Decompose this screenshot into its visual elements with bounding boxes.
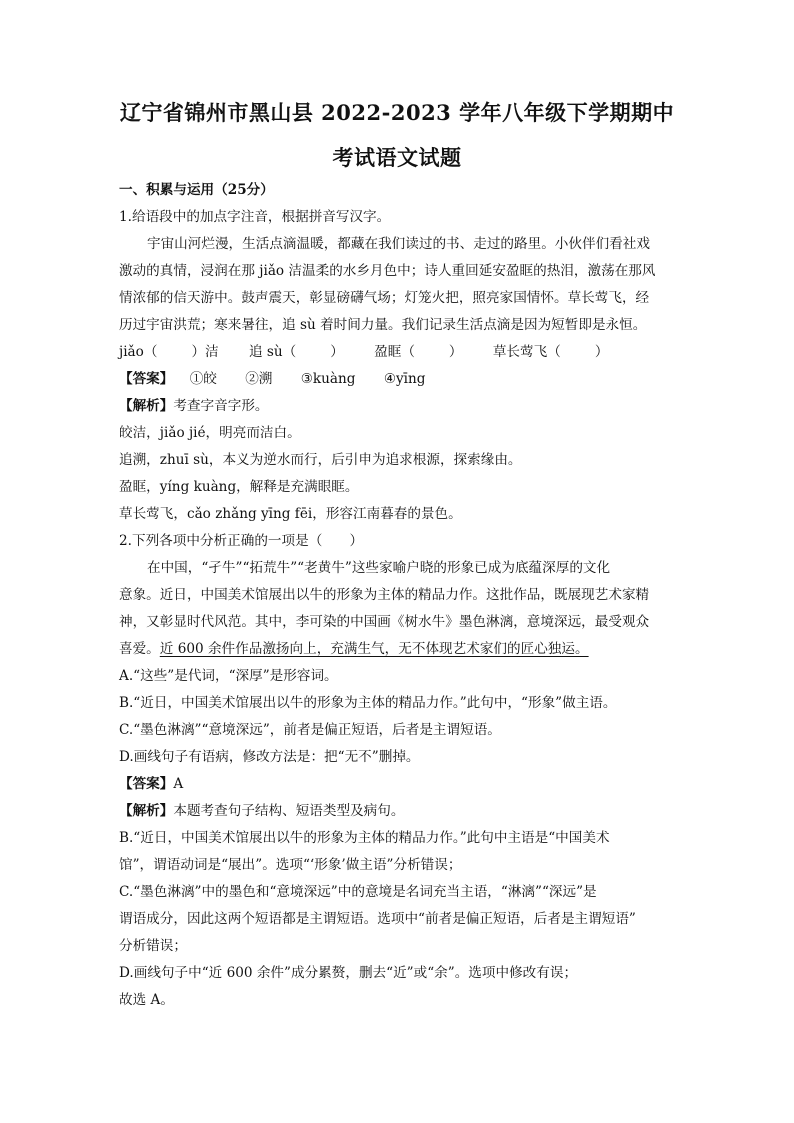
q1-passage-line: 宇宙山河烂漫，生活点滴温暖，都藏在我们读过的书、走过的路里。小伙伴们看社戏	[147, 236, 650, 252]
q2-answer-row	[119, 774, 679, 794]
q1-analysis-line: 盈眶，yíng kuàng，解释是充满眼眶。	[119, 479, 359, 495]
q2-analysis-row	[119, 801, 679, 821]
option-b: B.“近日，中国美术馆展出以牛的形象为主体的精品力作。”此句中，“形象”做主语。	[119, 695, 617, 711]
option-a: A.“这些”是代词，“深厚”是形容词。	[119, 668, 338, 684]
q1-blanks-row	[119, 342, 679, 362]
q2-passage-line: 意象。近日，中国美术馆展出以牛的形象为主体的精品力作。这批作品，既展现艺术家精	[119, 587, 650, 603]
q2-passage-line: 神，又彰显时代风范。其中，李可染的中国画《树水牛》墨色淋漓，意境深远，最受观众	[119, 614, 650, 630]
answer-label: 【答案】	[119, 776, 174, 792]
q1-passage-line: 激动的真情，浸润在那 jiǎo 洁温柔的水乡月色中；诗人重回延安盈眶的热泪，激荡在那风	[119, 263, 656, 279]
blank-suffix: ）洁	[191, 344, 219, 360]
analysis-label: 【解析】	[119, 398, 174, 414]
blank-suffix: ）	[330, 344, 344, 360]
q1-analysis-line: 皎洁，jiǎo jié，明亮而洁白。	[119, 425, 301, 441]
q1-analysis-line: 草长莺飞，cǎo zhǎng yīng fēi，形容江南暮春的景色。	[119, 506, 462, 522]
blank-prefix: jiǎo（	[119, 344, 158, 360]
q2-analysis-line: 馆”，谓语动词是“展出”。选项“‘形象’做主语”分析错误；	[119, 857, 462, 873]
answer-label: 【答案】	[119, 371, 174, 387]
option-d: D.画线句子有语病，修改方法是：把“无不”删掉。	[119, 749, 420, 765]
q1-analysis-line: 追溯，zhuī sù，本义为逆水而行，后引申为追求根源，探索缘由。	[119, 452, 522, 468]
answer-item: ④yīng	[383, 371, 426, 387]
q2-analysis-line: D.画线句子中“近 600 余件”成分累赘，删去“近”或“余”。选项中修改有误；	[119, 965, 578, 981]
question-2-stem: 2.下列各项中分析正确的一项是（ ）	[119, 533, 364, 549]
section-heading: 一、积累与运用（25分）	[119, 182, 274, 198]
q1-answer-row	[119, 369, 679, 389]
option-c: C.“墨色淋漓”“意境深远”，前者是偏正短语，后者是主谓短语。	[119, 722, 501, 738]
q1-passage-line: 历过宇宙洪荒；寒来暑往，追 sù 着时间力量。我们记录生活点滴是因为短暂即是永恒。	[119, 317, 647, 333]
q1-passage-line: 情浓郁的信天游中。鼓声震天，彰显磅礴气场；灯笼火把，照亮家国情怀。草长莺飞，经	[119, 290, 650, 306]
analysis-intro: 考查字音字形。	[173, 398, 269, 414]
blank-prefix: 草长莺飞（	[492, 344, 561, 360]
underlined-sentence: 近 600 余件作品激扬向上，充满生气，无不体现艺术家们的匠心独运。	[159, 641, 589, 657]
analysis-intro: 本题考查句子结构、短语类型及病句。	[173, 803, 405, 819]
q2-analysis-line: C.“墨色淋漓”中的墨色和“意境深远”中的意境是名词充当主语，“淋漓”“深远”是	[119, 884, 597, 900]
answer-value: A	[173, 776, 184, 792]
question-1-stem: 1.给语段中的加点字注音，根据拼音写汉字。	[119, 209, 391, 225]
answer-item: ②溯	[245, 371, 273, 387]
blank-suffix: ）	[594, 344, 609, 360]
q2-analysis-line: 分析错误；	[119, 938, 187, 954]
document-title-line1: 辽宁省锦州市黑山县 2022-2023 学年八年级下学期期中	[119, 100, 675, 125]
q1-analysis-row	[119, 396, 679, 416]
document-title-line2: 考试语文试题	[332, 145, 462, 170]
q2-analysis-line: 故选 A。	[119, 992, 174, 1008]
q2-analysis-line: B.“近日，中国美术馆展出以牛的形象为主体的精品力作。”此句中主语是“中国美术	[119, 830, 610, 846]
q2-passage-line: 在中国，“孑牛”“拓荒牛”“老黄牛”这些家喻户晓的形象已成为底蕴深厚的文化	[147, 560, 611, 576]
q2-passage-line	[119, 639, 679, 659]
blank-prefix: 追 sù（	[248, 344, 297, 360]
passage-text: 喜爱。	[119, 641, 160, 657]
answer-item: ①皎	[189, 371, 217, 387]
answer-item: ③kuàng	[300, 371, 356, 387]
analysis-label: 【解析】	[119, 803, 174, 819]
q2-analysis-line: 谓语成分，因此这两个短语都是主谓短语。选项中“前者是偏正短语，后者是主谓短语”	[119, 911, 636, 927]
blank-prefix: 盈眶（	[374, 344, 415, 360]
blank-suffix: ）	[448, 344, 463, 360]
